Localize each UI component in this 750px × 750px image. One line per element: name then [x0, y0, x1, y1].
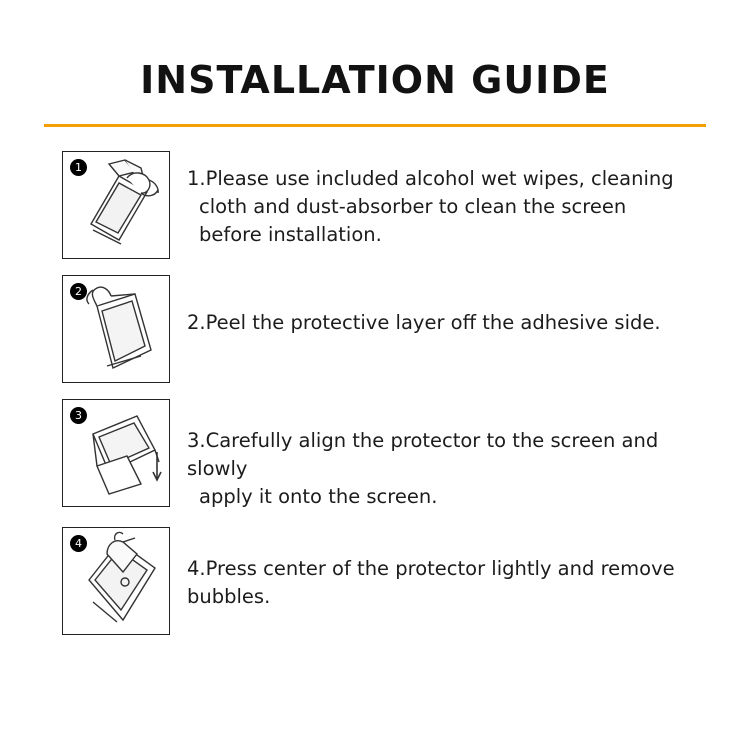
step-text-1-line3: before installation.	[199, 223, 382, 246]
step-illustration-3	[62, 399, 170, 507]
step-text-4	[170, 527, 675, 611]
step-text-3	[170, 399, 707, 511]
step-text-1-line1: 1.Please use included alcohol wet wipes, cleaning	[187, 167, 674, 190]
step-text-3-line1: 3.Carefully align the protector to the screen and slowly	[187, 429, 659, 480]
step-badge-2: 2	[70, 283, 87, 300]
step-text-2-line1: 2.Peel the protective layer off the adhesive side.	[187, 311, 661, 334]
list-item	[62, 151, 710, 259]
step-text-1-line2: cloth and dust-absorber to clean the screen	[199, 195, 627, 218]
page-title: INSTALLATION GUIDE	[140, 58, 610, 102]
step-text-3-line2: apply it onto the screen.	[199, 485, 438, 508]
list-item	[62, 275, 710, 383]
list-item	[62, 399, 710, 511]
step-text-4-line2: bubbles.	[187, 585, 271, 608]
title-divider	[44, 124, 706, 127]
step-text-4-line1: 4.Press center of the protector lightly and remove	[187, 557, 675, 580]
steps-list	[0, 151, 750, 635]
step-text-1	[170, 151, 674, 249]
step-badge-4: 4	[70, 535, 87, 552]
step-text-2	[170, 275, 661, 337]
step-illustration-4	[62, 527, 170, 635]
list-item	[62, 527, 710, 635]
step-badge-3: 3	[70, 407, 87, 424]
step-badge-1: 1	[70, 159, 87, 176]
step-illustration-2	[62, 275, 170, 383]
step-illustration-1	[62, 151, 170, 259]
